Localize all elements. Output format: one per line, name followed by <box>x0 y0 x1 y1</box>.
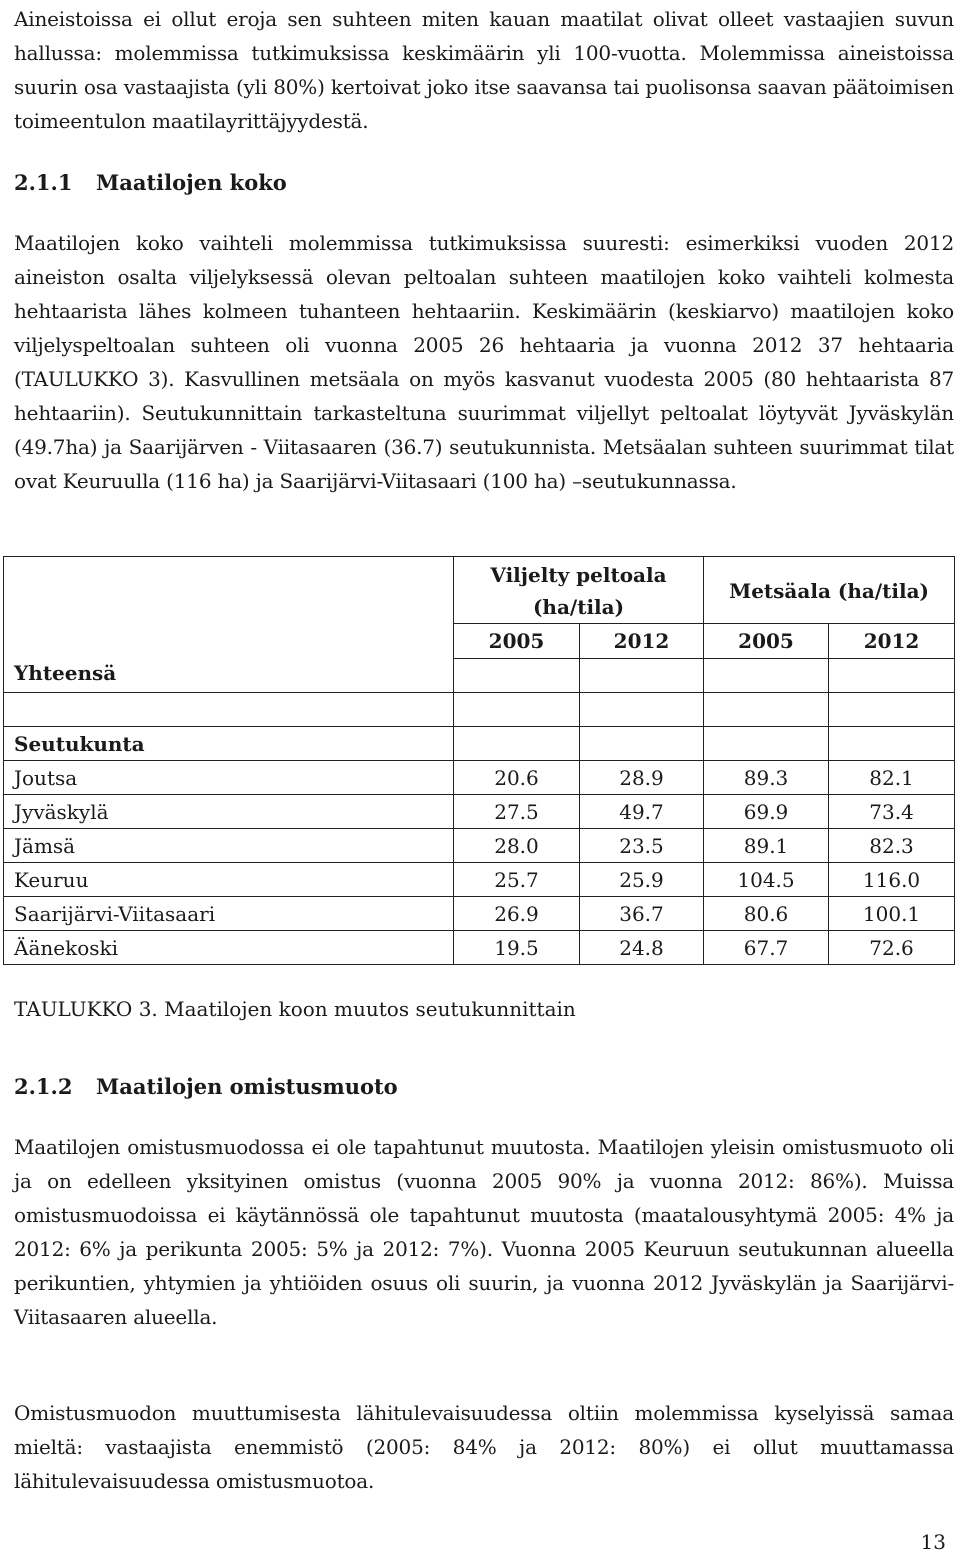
region-name: Jämsä <box>4 829 454 863</box>
section-number: 2.1.1 <box>14 170 73 195</box>
table-cell: 25.9 <box>580 863 704 897</box>
region-name: Keuruu <box>4 863 454 897</box>
table-cell <box>580 693 704 727</box>
table-cell: 24.8 <box>580 931 704 965</box>
size-paragraph: Maatilojen koko vaihteli molemmissa tutkimuksissa suuresti: esimerkiksi vuoden 2012 aineiston osalta viljelyksessä olevan peltoalan suhteen maatilojen koko vaihteli kolmesta hehtaarista lähes kolmeen tuhanteen hehtaariin. Keskimäärin (keskiarvo) maatilojen koko viljelyspeltoalan suhteen oli vuonna 2005 26 hehtaaria ja vuonna 2012 37 hehtaaria (TAULUKKO 3). Kasvullinen metsäala on myös kasvanut vuodesta 2005 (80 hehtaarista 87 hehtaariin). Seutukunnittain tarkasteltuna suurimmat viljellyt peltoalat löytyvät Jyväskylän (49.7ha) ja Saarijärven - Viitasaaren (36.7) seutukunnista. Metsäalan suhteen suurimmat tilat ovat Keuruulla (116 ha) ja Saarijärvi-Viitasaari (100 ha) –seutukunnassa. <box>14 231 954 493</box>
table-cell: 89.3 <box>704 761 829 795</box>
section-title: Maatilojen omistusmuoto <box>96 1074 398 1099</box>
table-cell: 27.5 <box>454 795 580 829</box>
table-cell: 82.1 <box>829 761 955 795</box>
table-cell: 20.6 <box>454 761 580 795</box>
year-header: 2012 <box>580 624 704 659</box>
ownership-paragraph-1: Maatilojen omistusmuodossa ei ole tapahtunut muutosta. Maatilojen yleisin omistusmuoto oli ja on edelleen yksityinen omistus (vuonna 2005 90% ja vuonna 2012: 86%). Muissa omistusmuodoissa ei käytännössä ole tapahtunut muutosta (maatalousyhtymä 2005: 4% ja 2012: 6% ja perikunta 2005: 5% ja 2012: 7%). Vuonna 2005 Keuruun seutukunnan alueella perikuntien, yhtymien ja yhtiöiden osuus oli suurin, ja vuonna 2012 Jyväskylän ja Saarijärvi-Viitasaaren alueella. <box>14 1135 954 1329</box>
table-row <box>4 829 955 863</box>
table-cell: 26.9 <box>454 897 580 931</box>
table-header-row <box>4 557 955 624</box>
table-cell: 116.0 <box>829 863 955 897</box>
table-row <box>4 897 955 931</box>
table-cell: 19.5 <box>454 931 580 965</box>
table-caption: TAULUKKO 3. Maatilojen koon muutos seutukunnittain <box>14 997 576 1021</box>
table-cell: 82.3 <box>829 829 955 863</box>
table-cell <box>454 659 580 693</box>
group-header-forest-area: Metsäala (ha/tila) <box>704 557 955 624</box>
farm-size-table <box>3 556 955 965</box>
table-cell <box>829 693 955 727</box>
page-number: 13 <box>920 1530 946 1554</box>
table-cell <box>454 727 580 761</box>
table-cell: 25.7 <box>454 863 580 897</box>
section-heading-size <box>14 168 287 198</box>
table-cell: 28.0 <box>454 829 580 863</box>
region-name: Joutsa <box>4 761 454 795</box>
table-cell <box>580 659 704 693</box>
table-spacer-row <box>4 693 955 727</box>
table-row <box>4 931 955 965</box>
table-cell: 67.7 <box>704 931 829 965</box>
table-cell: 36.7 <box>580 897 704 931</box>
region-header: Seutukunta <box>4 727 454 761</box>
section-number: 2.1.2 <box>14 1074 73 1099</box>
table-cell: 73.4 <box>829 795 955 829</box>
region-name: Äänekoski <box>4 931 454 965</box>
table-cell <box>829 727 955 761</box>
table-region-header-row <box>4 727 955 761</box>
table-cell <box>580 727 704 761</box>
region-name: Jyväskylä <box>4 795 454 829</box>
table-cell: 28.9 <box>580 761 704 795</box>
table-cell: 80.6 <box>704 897 829 931</box>
table-cell: 49.7 <box>580 795 704 829</box>
table-cell: 23.5 <box>580 829 704 863</box>
year-header: 2005 <box>704 624 829 659</box>
table-cell: 72.6 <box>829 931 955 965</box>
table-cell: 104.5 <box>704 863 829 897</box>
table-cell <box>704 693 829 727</box>
table-cell: 100.1 <box>829 897 955 931</box>
region-name: Saarijärvi-Viitasaari <box>4 897 454 931</box>
section-heading-ownership <box>14 1072 398 1102</box>
section-title: Maatilojen koko <box>96 170 287 195</box>
group-header-field-area: Viljelty peltoala (ha/tila) <box>454 557 704 624</box>
year-header: 2012 <box>829 624 955 659</box>
table-row <box>4 795 955 829</box>
table-cell <box>704 727 829 761</box>
table-cell <box>4 693 454 727</box>
ownership-paragraph-2: Omistusmuodon muuttumisesta lähitulevaisuudessa oltiin molemmissa kyselyissä samaa mieltä: vastaajista enemmistö (2005: 84% ja 2012: 80%) ei ollut muuttamassa lähitulevaisuudessa omistusmuotoa. <box>14 1401 954 1493</box>
table-cell <box>704 659 829 693</box>
total-label: Yhteensä <box>4 557 454 693</box>
table-cell: 69.9 <box>704 795 829 829</box>
table-cell <box>454 693 580 727</box>
table-cell <box>829 659 955 693</box>
year-header: 2005 <box>454 624 580 659</box>
table-row <box>4 863 955 897</box>
table-cell: 89.1 <box>704 829 829 863</box>
table-row <box>4 761 955 795</box>
intro-paragraph: Aineistoissa ei ollut eroja sen suhteen miten kauan maatilat olivat olleet vastaajien suvun hallussa: molemmissa tutkimuksissa keskimäärin yli 100-vuotta. Molemmissa aineistoissa suurin osa vastaajista (yli 80%) kertoivat joko itse saavansa tai puolisonsa saavan päätoimisen toimeentulon maatilayrittäjyydestä. <box>14 7 954 133</box>
